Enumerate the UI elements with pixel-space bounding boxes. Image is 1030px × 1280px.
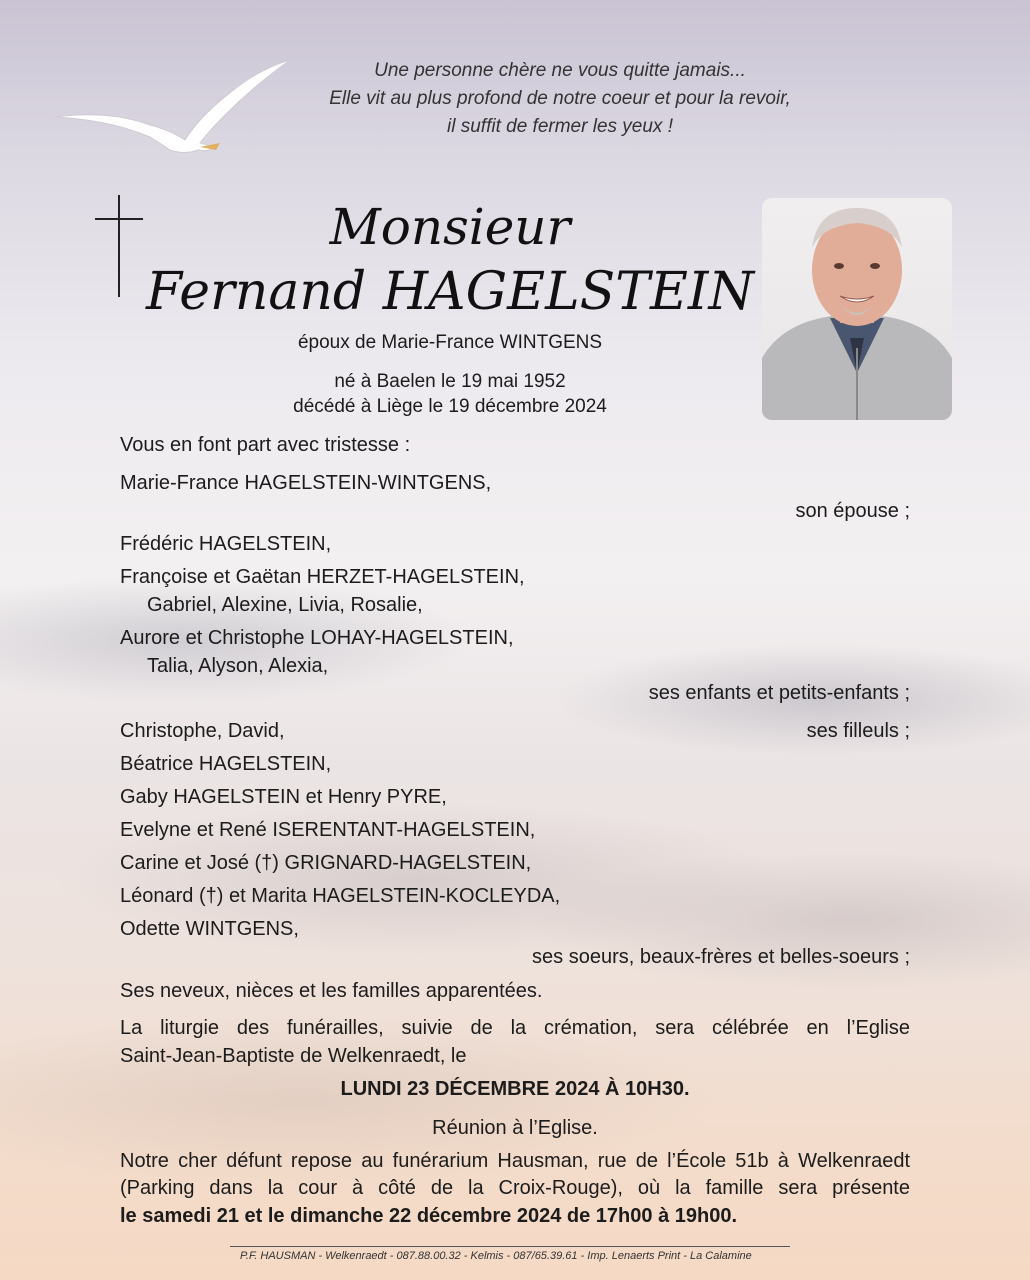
sibling-6: Odette WINTGENS, — [120, 918, 299, 940]
quote-line-2: Elle vit au plus profond de notre coeur et pour la revoir, — [329, 88, 791, 109]
spouse-name: Marie-France HAGELSTEIN-WINTGENS, — [120, 472, 492, 494]
footer-divider — [230, 1246, 790, 1247]
sibling-4: Carine et José (†) GRIGNARD-HAGELSTEIN, — [120, 852, 532, 874]
ceremony-line-1: La liturgie des funérailles, suivie de la crémation, sera célébrée en l’Eglise — [120, 1017, 910, 1039]
sibling-2: Gaby HAGELSTEIN et Henry PYRE, — [120, 786, 447, 808]
portrait-photo — [762, 198, 952, 420]
spouse-line: époux de Marie-France WINTGENS — [297, 332, 603, 353]
death-line: décédé à Liège le 19 décembre 2024 — [293, 396, 607, 417]
child-1: Frédéric HAGELSTEIN, — [120, 533, 332, 555]
intro-line: Vous en font part avec tristesse : — [120, 434, 411, 456]
visitation-dates: le samedi 21 et le dimanche 22 décembre 2024 de 17h00 à 19h00. — [120, 1205, 738, 1227]
quote-line-1: Une personne chère ne vous quitte jamais... — [374, 60, 746, 81]
godchildren: Christophe, David, — [120, 720, 285, 742]
spouse-role: son épouse ; — [795, 500, 910, 522]
siblings-role: ses soeurs, beaux-frères et belles-soeurs ; — [532, 946, 910, 968]
sibling-3: Evelyne et René ISERENTANT-HAGELSTEIN, — [120, 819, 536, 841]
ceremony-date: LUNDI 23 DÉCEMBRE 2024 À 10H30. — [340, 1078, 690, 1100]
deceased-name: Fernand HAGELSTEIN — [146, 262, 754, 322]
footer-credits: P.F. HAUSMAN - Welkenraedt - 087.88.00.32 - Kelmis - 087/65.39.61 - Imp. Lenaerts Print - La Calamine — [240, 1250, 752, 1262]
child-3-kids: Talia, Alyson, Alexia, — [147, 655, 329, 677]
godchildren-role: ses filleuls ; — [806, 720, 910, 742]
child-2-kids: Gabriel, Alexine, Livia, Rosalie, — [147, 594, 423, 616]
quote-line-3: il suffit de fermer les yeux ! — [447, 116, 673, 137]
sibling-5: Léonard (†) et Marita HAGELSTEIN-KOCLEYDA, — [120, 885, 561, 907]
child-2: Françoise et Gaëtan HERZET-HAGELSTEIN, — [120, 566, 525, 588]
visitation-line-1: Notre cher défunt repose au funérarium Hausman, rue de l’École 51b à Welkenraedt — [120, 1150, 910, 1172]
children-role: ses enfants et petits-enfants ; — [648, 682, 910, 704]
child-3: Aurore et Christophe LOHAY-HAGELSTEIN, — [120, 627, 514, 649]
sibling-1: Béatrice HAGELSTEIN, — [120, 753, 332, 775]
birth-line: né à Baelen le 19 mai 1952 — [334, 371, 566, 392]
meeting-line: Réunion à l’Eglise. — [432, 1117, 598, 1139]
extended-family: Ses neveux, nièces et les familles apparentées. — [120, 980, 543, 1002]
visitation-line-2: (Parking dans la cour à côté de la Croix-Rouge), où la famille sera présente — [120, 1177, 910, 1199]
ceremony-line-2: Saint-Jean-Baptiste de Welkenraedt, le — [120, 1045, 467, 1067]
seagull-icon — [50, 55, 295, 165]
portrait-illustration — [762, 198, 952, 420]
honorific: Monsieur — [329, 198, 571, 256]
